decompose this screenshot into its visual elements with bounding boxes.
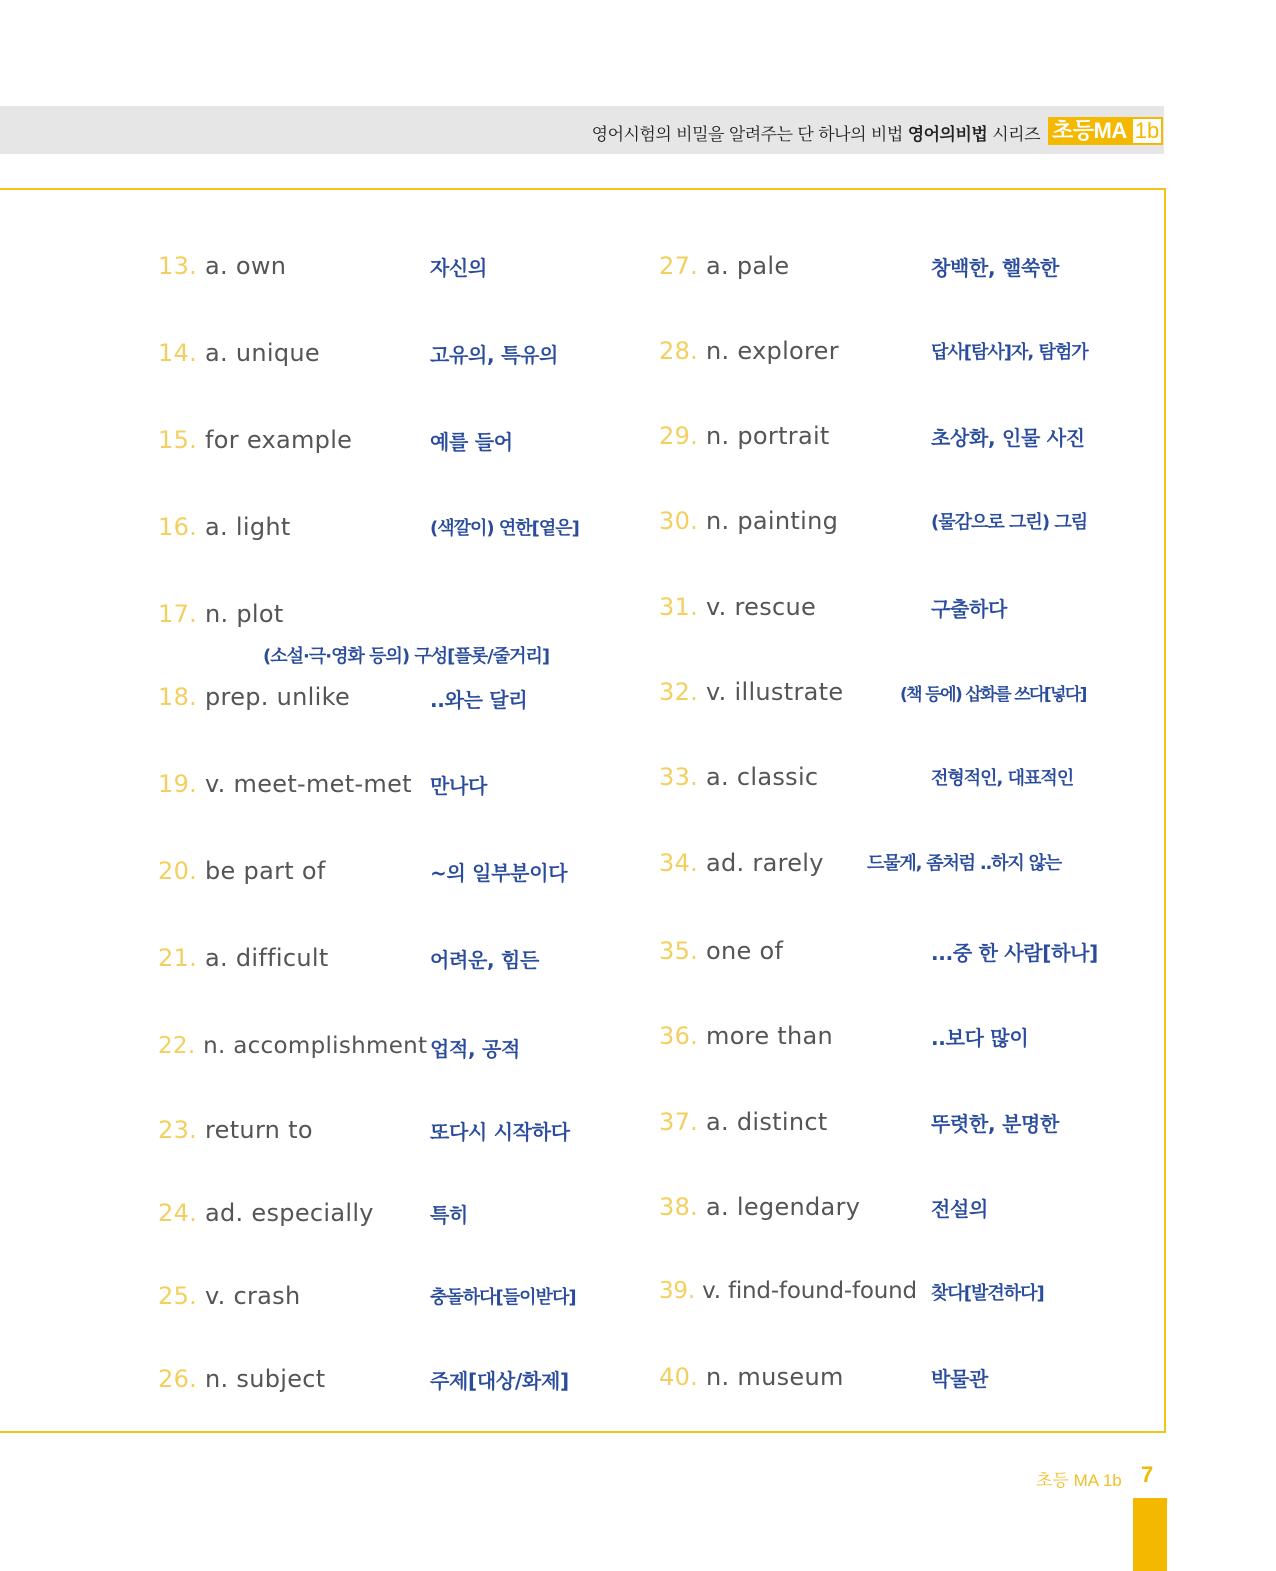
- vocab-word: [659, 593, 816, 621]
- vocab-term: n. explorer: [706, 337, 839, 365]
- vocab-meaning: ...중 한 사람[하나]: [931, 941, 1099, 965]
- vocab-term: a. light: [205, 513, 291, 541]
- vocab-term: v. crash: [205, 1282, 301, 1310]
- vocab-meaning: 특히: [430, 1203, 469, 1227]
- vocab-word: [158, 426, 352, 454]
- vocab-word: [659, 1193, 860, 1221]
- vocab-number: 21.: [158, 944, 198, 972]
- vocab-meaning: ..와는 달리: [430, 688, 528, 712]
- vocab-number: 19.: [158, 770, 198, 798]
- vocab-meaning: (물감으로 그린) 그림: [931, 512, 1088, 533]
- vocab-meaning: 박물관: [931, 1367, 989, 1391]
- vocab-word: [659, 1278, 917, 1304]
- vocab-number: 34.: [659, 849, 699, 877]
- vocab-number: 20.: [158, 857, 198, 885]
- vocab-word: [659, 763, 818, 791]
- vocab-meaning: 또다시 시작하다: [430, 1120, 570, 1144]
- vocab-word: [659, 422, 830, 450]
- page-number: 7: [1141, 1462, 1154, 1487]
- vocab-term: ad. especially: [205, 1199, 374, 1227]
- vocab-number: 16.: [158, 513, 198, 541]
- vocab-term: a. own: [205, 252, 287, 280]
- series-badge: [1048, 117, 1163, 145]
- vocab-meaning: (책 등에) 삽화를 쓰다[넣다]: [900, 685, 1086, 705]
- vocab-word: [659, 337, 839, 365]
- vocab-number: 39.: [659, 1278, 695, 1304]
- vocab-word: [158, 600, 284, 628]
- vocab-term: n. painting: [706, 507, 839, 535]
- series-word: 시리즈: [992, 125, 1040, 145]
- vocab-meaning: ..보다 많이: [931, 1026, 1029, 1050]
- vocab-term: n. museum: [706, 1363, 844, 1391]
- vocab-term: v. find-found-found: [702, 1278, 917, 1304]
- vocab-word: [158, 770, 412, 798]
- vocab-term: n. portrait: [706, 422, 830, 450]
- vocab-word: [158, 1033, 427, 1059]
- vocab-word: [158, 1116, 313, 1144]
- vocab-number: 28.: [659, 337, 699, 365]
- vocab-number: 18.: [158, 683, 198, 711]
- vocab-number: 15.: [158, 426, 198, 454]
- vocab-number: 31.: [659, 593, 699, 621]
- vocab-meaning: 주제[대상/화제]: [430, 1369, 569, 1393]
- vocab-term: a. unique: [205, 339, 320, 367]
- vocab-number: 22.: [158, 1033, 196, 1059]
- vocab-meaning: 예를 들어: [430, 430, 513, 454]
- vocab-number: 24.: [158, 1199, 198, 1227]
- vocab-meaning: ~의 일부분이다: [430, 861, 568, 885]
- vocab-meaning: 충돌하다[들이받다]: [430, 1287, 576, 1308]
- vocabulary-frame: [0, 188, 1166, 1433]
- vocab-term: prep. unlike: [205, 683, 351, 711]
- vocab-meaning: 뚜렷한, 분명한: [931, 1112, 1060, 1136]
- tagline-text: 영어시험의 비밀을 알려주는 단 하나의 비법: [591, 125, 903, 145]
- badge-level: 1b: [1131, 117, 1163, 145]
- vocab-meaning: 찾다[발견하다]: [931, 1283, 1044, 1304]
- vocab-term: more than: [706, 1022, 834, 1050]
- vocab-word: [158, 944, 329, 972]
- vocab-word: [158, 513, 291, 541]
- vocab-meaning: 고유의, 특유의: [430, 343, 559, 367]
- vocab-number: 35.: [659, 937, 699, 965]
- vocab-word: [158, 683, 350, 711]
- vocab-number: 36.: [659, 1022, 699, 1050]
- vocab-term: one of: [706, 937, 784, 965]
- vocab-term: v. rescue: [706, 593, 817, 621]
- vocab-meaning: 자신의: [430, 256, 488, 280]
- brand-name: 영어의비법: [907, 125, 988, 145]
- vocab-number: 25.: [158, 1282, 198, 1310]
- vocab-word: [158, 857, 326, 885]
- vocab-word: [659, 1022, 833, 1050]
- vocab-word: [659, 849, 824, 877]
- vocab-term: be part of: [205, 857, 326, 885]
- vocab-number: 23.: [158, 1116, 198, 1144]
- vocab-meaning: (색깔이) 연한[옅은]: [430, 518, 579, 539]
- badge-grade: 초등MA: [1048, 117, 1131, 145]
- vocab-word: [158, 1199, 374, 1227]
- vocab-number: 29.: [659, 422, 699, 450]
- vocab-meaning: 초상화, 인물 사진: [931, 426, 1085, 450]
- vocab-meaning: 구출하다: [931, 597, 1008, 621]
- vocab-word: [659, 1363, 844, 1391]
- vocab-word: [659, 937, 783, 965]
- vocab-meaning: 전형적인, 대표적인: [931, 768, 1074, 789]
- vocab-number: 32.: [659, 678, 699, 706]
- vocab-term: v. meet-met-met: [205, 770, 412, 798]
- vocab-word: [659, 678, 843, 706]
- vocab-term: a. classic: [706, 763, 819, 791]
- vocab-term: for example: [205, 426, 353, 454]
- vocab-meaning: (소설·극·영화 등의) 구성[플롯/줄거리]: [263, 646, 550, 667]
- vocab-term: ad. rarely: [706, 849, 824, 877]
- vocab-term: a. difficult: [205, 944, 329, 972]
- vocab-word: [158, 252, 286, 280]
- vocab-meaning: 창백한, 핼쑥한: [931, 256, 1060, 280]
- vocab-number: 30.: [659, 507, 699, 535]
- vocab-word: [659, 507, 838, 535]
- vocab-word: [659, 252, 789, 280]
- vocab-meaning: 어려운, 힘든: [430, 948, 540, 972]
- vocab-term: a. distinct: [706, 1108, 828, 1136]
- vocab-word: [158, 1365, 325, 1393]
- vocab-word: [158, 1282, 301, 1310]
- vocab-term: n. accomplishment: [203, 1033, 428, 1059]
- vocab-number: 17.: [158, 600, 198, 628]
- footer-book-label: 초등 MA 1b: [1036, 1471, 1122, 1490]
- vocab-number: 38.: [659, 1193, 699, 1221]
- vocab-meaning: 업적, 공적: [430, 1037, 521, 1061]
- vocab-meaning: 답사[탐사]자, 탐험가: [931, 342, 1088, 363]
- vocab-meaning: 드물게, 좀처럼 ..하지 않는: [867, 853, 1061, 874]
- series-tagline: [592, 120, 1040, 145]
- vocab-term: a. pale: [706, 252, 790, 280]
- vocab-meaning: 만나다: [430, 774, 488, 798]
- vocab-meaning: 전설의: [931, 1197, 989, 1221]
- vocab-word: [158, 339, 320, 367]
- vocab-term: v. illustrate: [706, 678, 844, 706]
- vocab-term: a. legendary: [706, 1193, 861, 1221]
- vocab-number: 33.: [659, 763, 699, 791]
- vocab-number: 14.: [158, 339, 198, 367]
- vocab-term: n. plot: [205, 600, 284, 628]
- page-tab: [1133, 1498, 1167, 1571]
- vocab-number: 37.: [659, 1108, 699, 1136]
- vocab-term: return to: [205, 1116, 313, 1144]
- vocab-number: 26.: [158, 1365, 198, 1393]
- vocab-number: 13.: [158, 252, 198, 280]
- vocab-word: [659, 1108, 828, 1136]
- vocab-number: 27.: [659, 252, 699, 280]
- vocab-number: 40.: [659, 1363, 699, 1391]
- vocab-term: n. subject: [205, 1365, 326, 1393]
